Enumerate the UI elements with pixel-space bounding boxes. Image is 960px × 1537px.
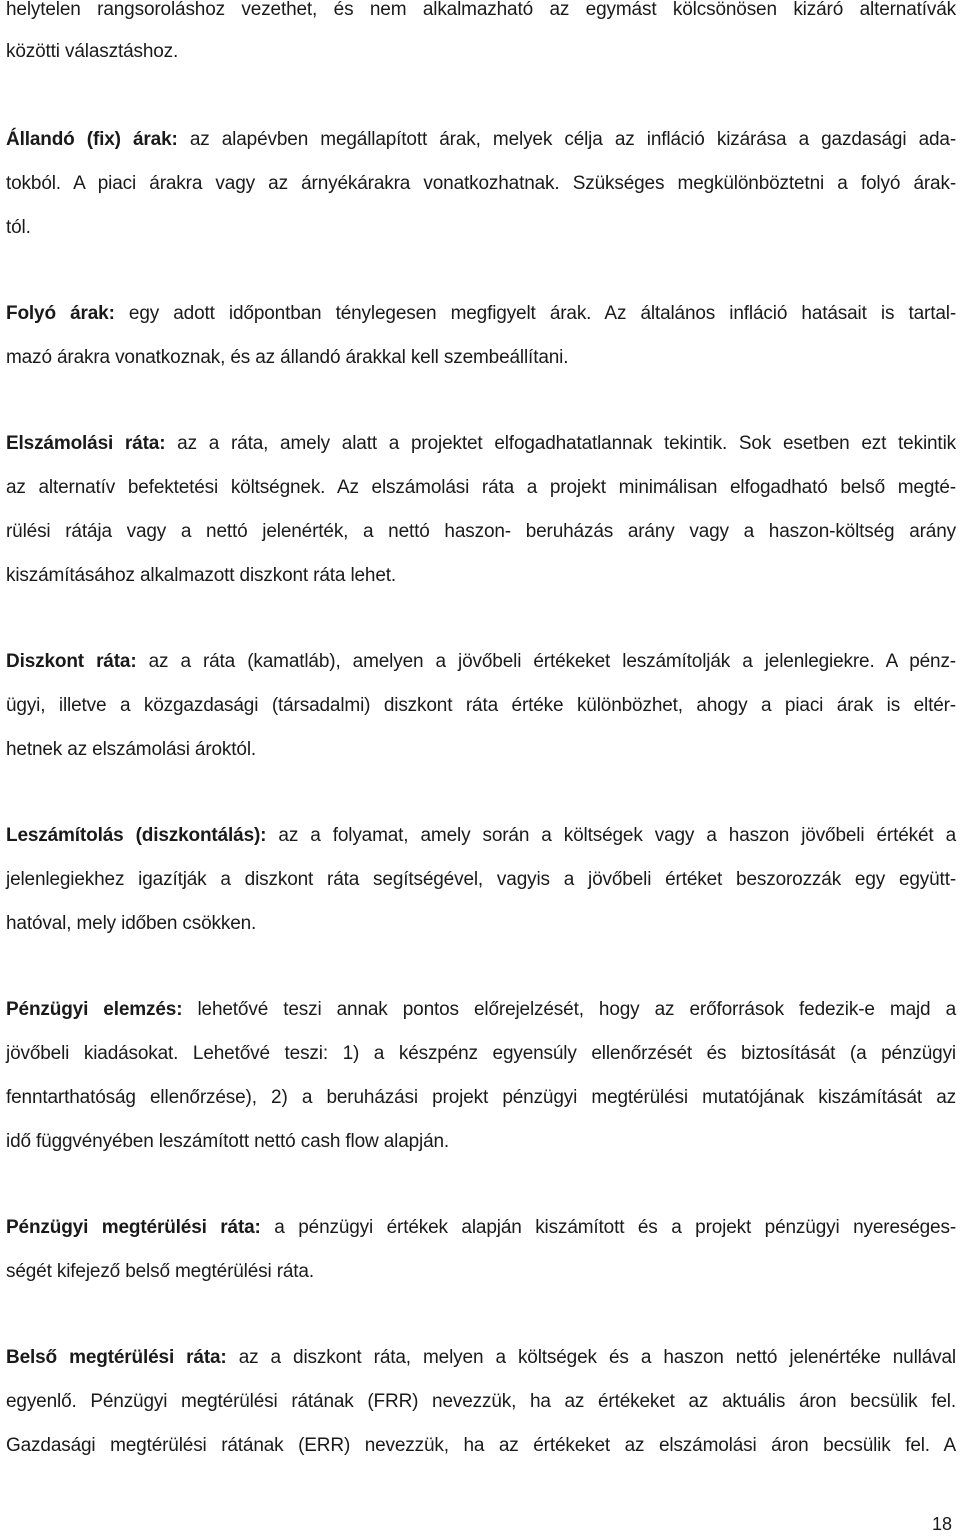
line-text: egyenlő. Pénzügyi megtérülési rátának (FRR) nevezzük, ha az értékeket az aktuális áron becsülik fel. — [6, 1391, 956, 1412]
term-penzugyi-elemzes: Pénzügyi elemzés: — [6, 999, 183, 1020]
text-line — [6, 998, 956, 1022]
text-line — [6, 1086, 956, 1110]
text-line — [6, 1042, 956, 1066]
line-text: fenntarthatóság ellenőrzése), 2) a beruházási projekt pénzügyi megtérülési mutatójának kiszámítását az — [6, 1087, 956, 1108]
text-line — [6, 302, 956, 326]
term-leszamitolas: Leszámítolás (diszkontálás): — [6, 825, 267, 846]
term-allando-arak: Állandó (fix) árak: — [6, 129, 178, 150]
text-line — [6, 476, 956, 500]
text-line — [6, 650, 956, 674]
text-line — [6, 172, 956, 196]
text-line — [6, 824, 956, 848]
text-line — [6, 520, 956, 544]
text-line — [6, 432, 956, 456]
line-text: mazó árakra vonatkoznak, és az állandó árakkal kell szembeállítani. — [6, 347, 569, 368]
line-text: kiszámításához alkalmazott diszkont ráta lehet. — [6, 565, 397, 586]
text-line — [6, 1216, 956, 1240]
line-text: rülési rátája vagy a nettó jelenérték, a nettó haszon- beruházás arány vagy a haszon-költség arány — [6, 521, 956, 542]
line-text: az alternatív befektetési költségnek. Az elszámolási ráta a projekt minimálisan elfogadható belső megté- — [6, 477, 956, 498]
line-text: Gazdasági megtérülési rátának (ERR) nevezzük, ha az értékeket az elszámolási áron becsülik fel. A — [6, 1435, 956, 1456]
line-text: az a ráta (kamatláb), amelyen a jövőbeli értékeket leszámítolják a jelenlegiekre. A pénz- — [136, 651, 956, 672]
text-line — [6, 346, 956, 370]
line-text: lehetővé teszi annak pontos előrejelzését, hogy az erőforrások fedezik-e majd a — [182, 999, 956, 1020]
text-line — [6, 1346, 956, 1370]
text-line — [6, 0, 956, 22]
line-text: egy adott időpontban ténylegesen megfigyelt árak. Az általános infláció hatásait is tartal- — [114, 303, 957, 324]
text-line — [6, 868, 956, 892]
line-text: jelenlegiekhez igazítják a diszkont ráta segítségével, vagyis a jövőbeli értéket beszorozzák egy együtt- — [6, 869, 956, 890]
line-text: ügyi, illetve a közgazdasági (társadalmi) diszkont ráta értéke különbözhet, ahogy a piaci árak is eltér- — [6, 695, 956, 716]
line-text: tól. — [6, 217, 31, 238]
line-text: ségét kifejező belső megtérülési ráta. — [6, 1261, 314, 1282]
text-line — [6, 564, 956, 588]
text-line — [6, 1260, 956, 1284]
text-line — [6, 1130, 956, 1154]
term-elszamolasi-rata: Elszámolási ráta: — [6, 433, 166, 454]
line-text: az a folyamat, amely során a költségek vagy a haszon jövőbeli értékét a — [266, 825, 956, 846]
text-line — [6, 1390, 956, 1414]
text-line — [6, 128, 956, 152]
line-text: a pénzügyi értékek alapján kiszámított és a projekt pénzügyi nyereséges- — [260, 1217, 956, 1238]
line-text: az a ráta, amely alatt a projektet elfogadhatatlannak tekintik. Sok esetben ezt tekintik — [165, 433, 956, 454]
line-text: közötti választáshoz. — [6, 41, 179, 62]
line-text: helytelen rangsoroláshoz vezethet, és nem alkalmazható az egymást kölcsönösen kizáró alternatívák — [6, 0, 956, 20]
text-line — [6, 912, 956, 936]
term-penzugyi-megterulesi-rata: Pénzügyi megtérülési ráta: — [6, 1217, 261, 1238]
line-text: tokból. A piaci árakra vagy az árnyékárakra vonatkozhatnak. Szükséges megkülönböztetni a folyó árak- — [6, 173, 956, 194]
line-text: hetnek az elszámolási ároktól. — [6, 739, 257, 760]
term-folyo-arak: Folyó árak: — [6, 303, 115, 324]
line-text: az a diszkont ráta, melyen a költségek és a haszon nettó jelenértéke nullával — [226, 1347, 956, 1368]
text-line — [6, 738, 956, 762]
text-line — [6, 216, 956, 240]
term-diszkont-rata: Diszkont ráta: — [6, 651, 137, 672]
text-line — [6, 40, 956, 64]
text-line — [6, 694, 956, 718]
line-text: jövőbeli kiadásokat. Lehetővé teszi: 1) a készpénz egyensúly ellenőrzését és biztosítását (a pénzügyi — [6, 1043, 956, 1064]
text-line — [6, 1434, 956, 1458]
page-number: 18 — [931, 1514, 952, 1534]
term-belso-megterulesi-rata: Belső megtérülési ráta: — [6, 1347, 227, 1368]
line-text: hatóval, mely időben csökken. — [6, 913, 257, 934]
line-text: idő függvényében leszámított nettó cash flow alapján. — [6, 1131, 450, 1152]
line-text: az alapévben megállapított árak, melyek célja az infláció kizárása a gazdasági ada- — [177, 129, 956, 150]
